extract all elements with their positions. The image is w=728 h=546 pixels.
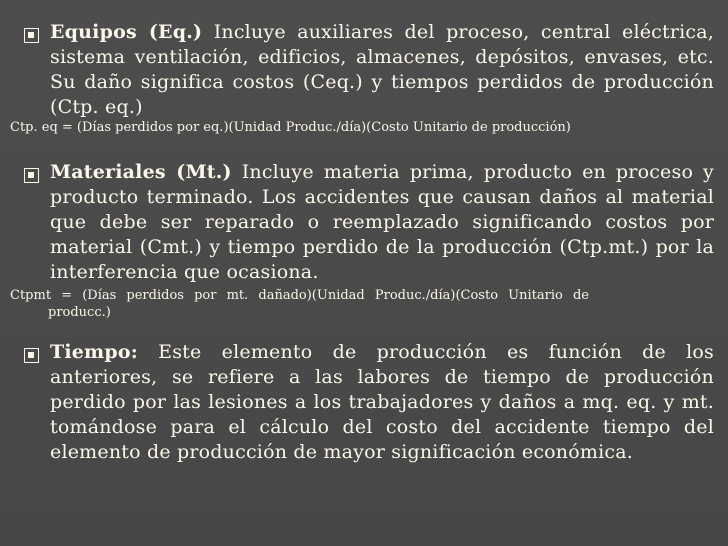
- description-tiempo: Este elemento de producción es función de los anteriores, se refiere a las labores de tiempo de producción perdido por las lesiones a los trabajadores y daños a mq. eq. y mt. tomándose para el cálculo del costo del accidente tiempo del elemento de producción de mayor significación económica.: [50, 341, 714, 463]
- term-materiales: Materiales (Mt.): [50, 161, 232, 183]
- term-tiempo: Tiempo:: [50, 341, 138, 363]
- square-bullet-icon: [24, 348, 39, 363]
- formula-materiales-line1: Ctpmt = (Días perdidos por mt. dañado)(Unidad Produc./día)(Costo Unitario de: [10, 288, 589, 303]
- bullet-tiempo: [24, 340, 714, 465]
- formula-materiales-line2: producc.): [48, 305, 111, 320]
- bullet-materiales-text: [50, 160, 714, 285]
- formula-materiales: [10, 287, 714, 304]
- description-materiales: Incluye materia prima, producto en proceso y producto terminado. Los accidentes que causan daños al material que debe ser reparado o reemplazado significando costos por material (Cmt.) y tiempo perdido de la producción (Ctp.mt.) por la interferencia que ocasiona.: [50, 161, 714, 283]
- term-equipos: Equipos (Eq.): [50, 21, 203, 43]
- square-bullet-icon: [24, 168, 39, 183]
- square-bullet-icon: [24, 28, 39, 43]
- bullet-tiempo-text: [50, 340, 714, 465]
- bullet-equipos: [24, 20, 714, 120]
- bullet-equipos-text: [50, 20, 714, 120]
- formula-equipos: Ctp. eq = (Días perdidos por eq.)(Unidad Produc./día)(Costo Unitario de producción): [10, 120, 571, 135]
- description-equipos: Incluye auxiliares del proceso, central eléctrica, sistema ventilación, edificios, almacenes, depósitos, envases, etc. Su daño significa costos (Ceq.) y tiempos perdidos de producción (Ctp. eq.): [50, 21, 715, 118]
- bullet-materiales: [24, 160, 714, 285]
